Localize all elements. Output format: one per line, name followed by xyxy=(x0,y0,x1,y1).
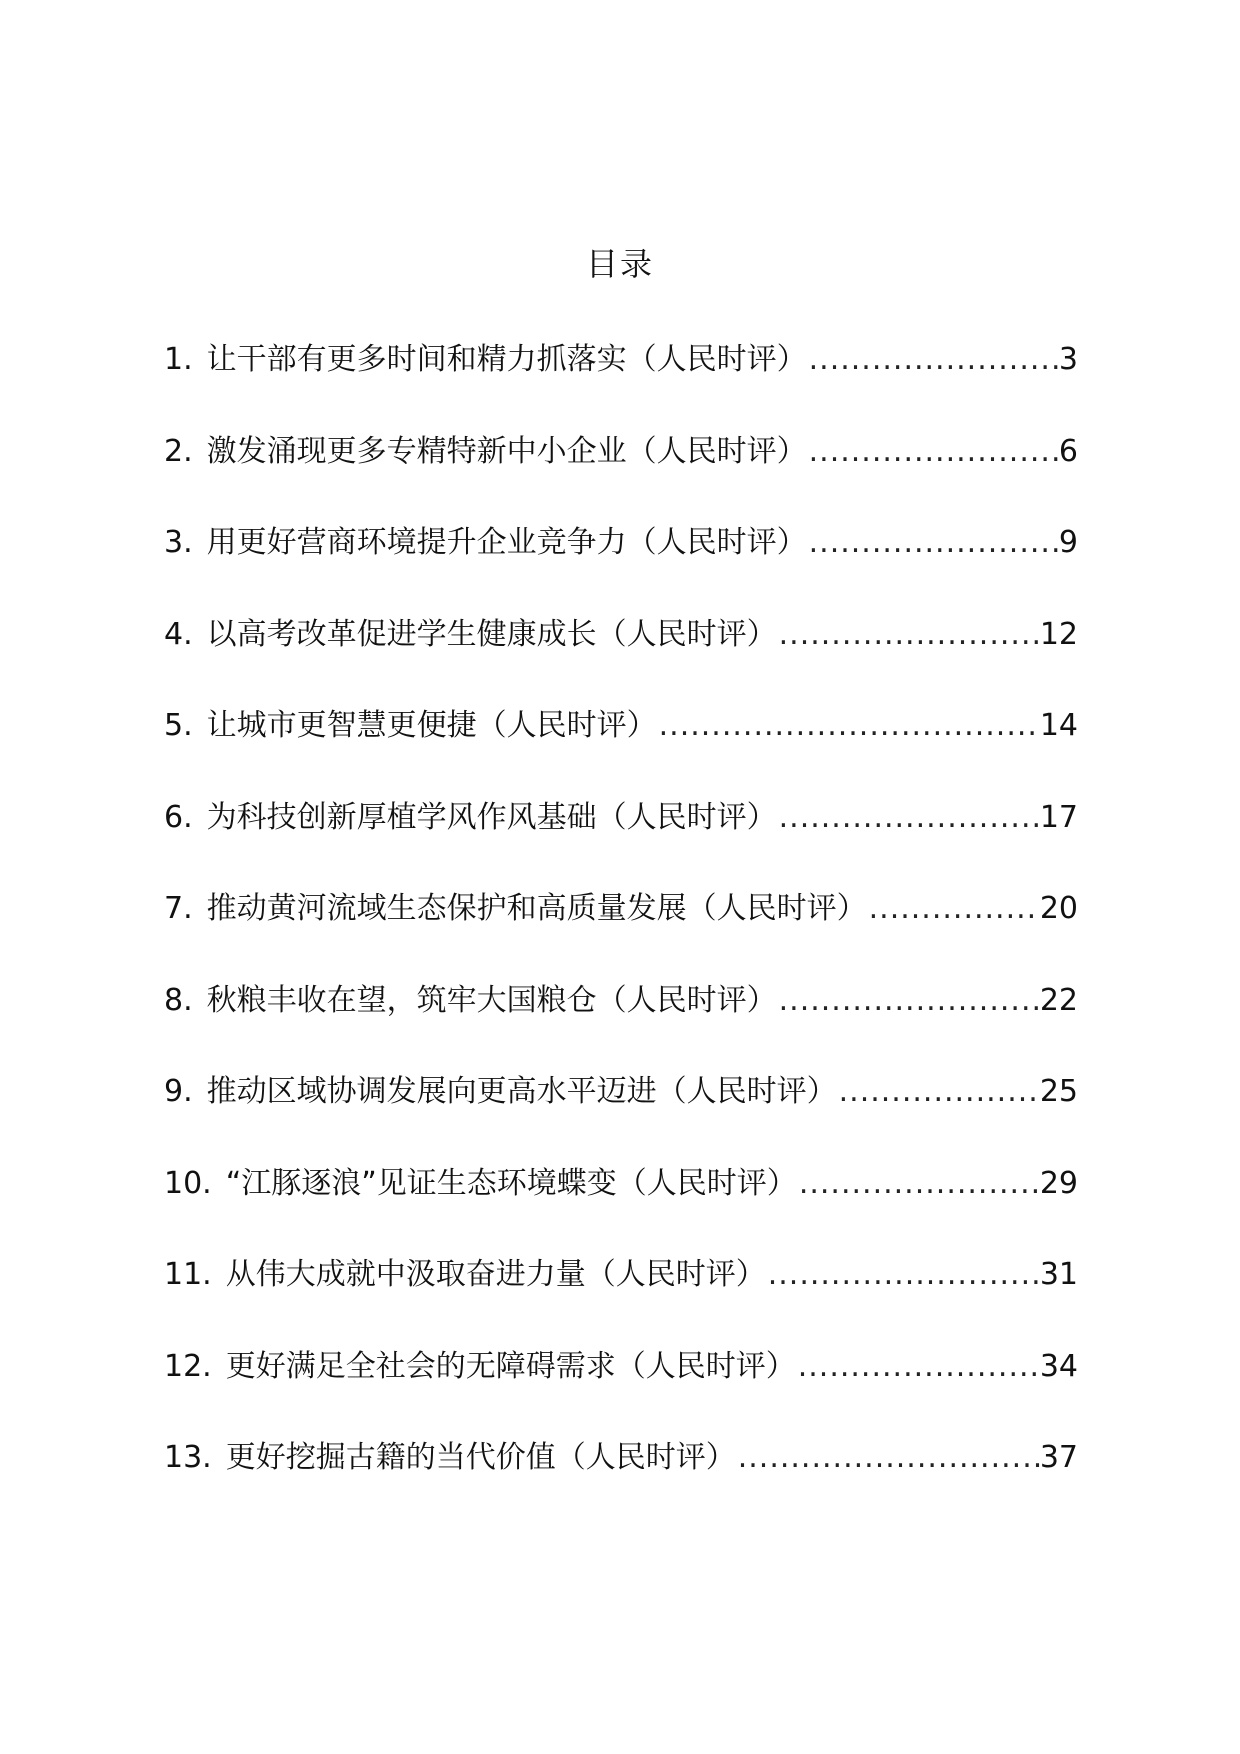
toc-entry-title: 为科技创新厚植学风作风基础（人民时评） xyxy=(206,799,777,835)
toc-entry-title: “江豚逐浪”见证生态环境蝶变（人民时评） xyxy=(225,1165,797,1201)
toc-entry-number: 6. xyxy=(164,799,193,835)
toc-entry[interactable] xyxy=(164,338,1078,430)
toc-entry-title: 推动黄河流域生态保护和高质量发展（人民时评） xyxy=(206,891,867,926)
toc-entry[interactable] xyxy=(164,430,1078,522)
toc-entry-number: 5. xyxy=(164,708,193,743)
toc-entry-page: 29 xyxy=(1039,1165,1078,1201)
toc-entry[interactable] xyxy=(164,1345,1078,1437)
toc-entry-page: 31 xyxy=(1039,1257,1078,1292)
toc-entry-title: 激发涌现更多专精特新中小企业（人民时评） xyxy=(206,433,807,469)
toc-dot-leader xyxy=(736,1436,1040,1480)
toc-dot-leader xyxy=(657,704,1040,748)
toc-entry[interactable] xyxy=(164,887,1078,979)
toc-entry-page: 6 xyxy=(1058,433,1078,469)
toc-entry-page: 22 xyxy=(1039,982,1078,1018)
toc-entry[interactable] xyxy=(164,979,1078,1071)
toc-entry[interactable] xyxy=(164,1253,1078,1345)
toc-entry-page: 20 xyxy=(1039,891,1078,926)
toc-dot-leader xyxy=(766,1253,1040,1297)
toc-dot-leader xyxy=(777,979,1040,1023)
toc-entry-number: 4. xyxy=(164,616,193,652)
toc-entry-number: 13. xyxy=(164,1440,212,1475)
toc-dot-leader xyxy=(777,613,1040,657)
toc-entry-number: 11. xyxy=(164,1257,212,1292)
toc-list xyxy=(164,338,1078,1528)
toc-entry-page: 34 xyxy=(1039,1348,1078,1384)
toc-entry-number: 12. xyxy=(164,1348,212,1384)
toc-entry-number: 9. xyxy=(164,1074,193,1109)
toc-dot-leader xyxy=(796,1345,1040,1389)
toc-entry-number: 8. xyxy=(164,982,193,1018)
toc-entry-page: 37 xyxy=(1039,1440,1078,1475)
toc-dot-leader xyxy=(777,796,1040,840)
toc-entry-number: 3. xyxy=(164,525,193,560)
toc-entry-number: 1. xyxy=(164,342,193,377)
toc-entry-title: 更好满足全社会的无障碍需求（人民时评） xyxy=(225,1348,796,1384)
toc-entry[interactable] xyxy=(164,613,1078,705)
toc-entry-title: 让城市更智慧更便捷（人民时评） xyxy=(206,708,657,743)
toc-entry-title: 让干部有更多时间和精力抓落实（人民时评） xyxy=(206,342,807,377)
toc-entry-number: 2. xyxy=(164,433,193,469)
toc-entry-title: 用更好营商环境提升企业竞争力（人民时评） xyxy=(206,525,807,560)
toc-entry[interactable] xyxy=(164,521,1078,613)
toc-title: 目录 xyxy=(585,245,654,283)
toc-dot-leader xyxy=(807,521,1059,565)
toc-dot-leader xyxy=(807,338,1059,382)
toc-dot-leader xyxy=(797,1162,1040,1206)
toc-entry-page: 12 xyxy=(1039,616,1078,652)
toc-entry-page: 17 xyxy=(1039,799,1078,835)
toc-entry[interactable] xyxy=(164,704,1078,796)
toc-entry-number: 7. xyxy=(164,891,193,926)
toc-entry[interactable] xyxy=(164,1162,1078,1254)
toc-dot-leader xyxy=(807,430,1059,474)
toc-dot-leader xyxy=(837,1070,1040,1114)
toc-dot-leader xyxy=(867,887,1040,931)
toc-entry[interactable] xyxy=(164,1436,1078,1528)
toc-entry-title: 以高考改革促进学生健康成长（人民时评） xyxy=(206,616,777,652)
toc-entry-title: 从伟大成就中汲取奋进力量（人民时评） xyxy=(225,1257,766,1292)
toc-entry-title: 秋粮丰收在望，筑牢大国粮仓（人民时评） xyxy=(206,982,777,1018)
toc-entry[interactable] xyxy=(164,1070,1078,1162)
toc-entry-page: 9 xyxy=(1058,525,1078,560)
toc-entry-title: 推动区域协调发展向更高水平迈进（人民时评） xyxy=(206,1074,837,1109)
toc-entry-page: 14 xyxy=(1039,708,1078,743)
toc-entry-title: 更好挖掘古籍的当代价值（人民时评） xyxy=(225,1440,736,1475)
toc-entry-page: 3 xyxy=(1058,342,1078,377)
toc-entry-number: 10. xyxy=(164,1165,212,1201)
toc-entry[interactable] xyxy=(164,796,1078,888)
toc-entry-page: 25 xyxy=(1039,1074,1078,1109)
